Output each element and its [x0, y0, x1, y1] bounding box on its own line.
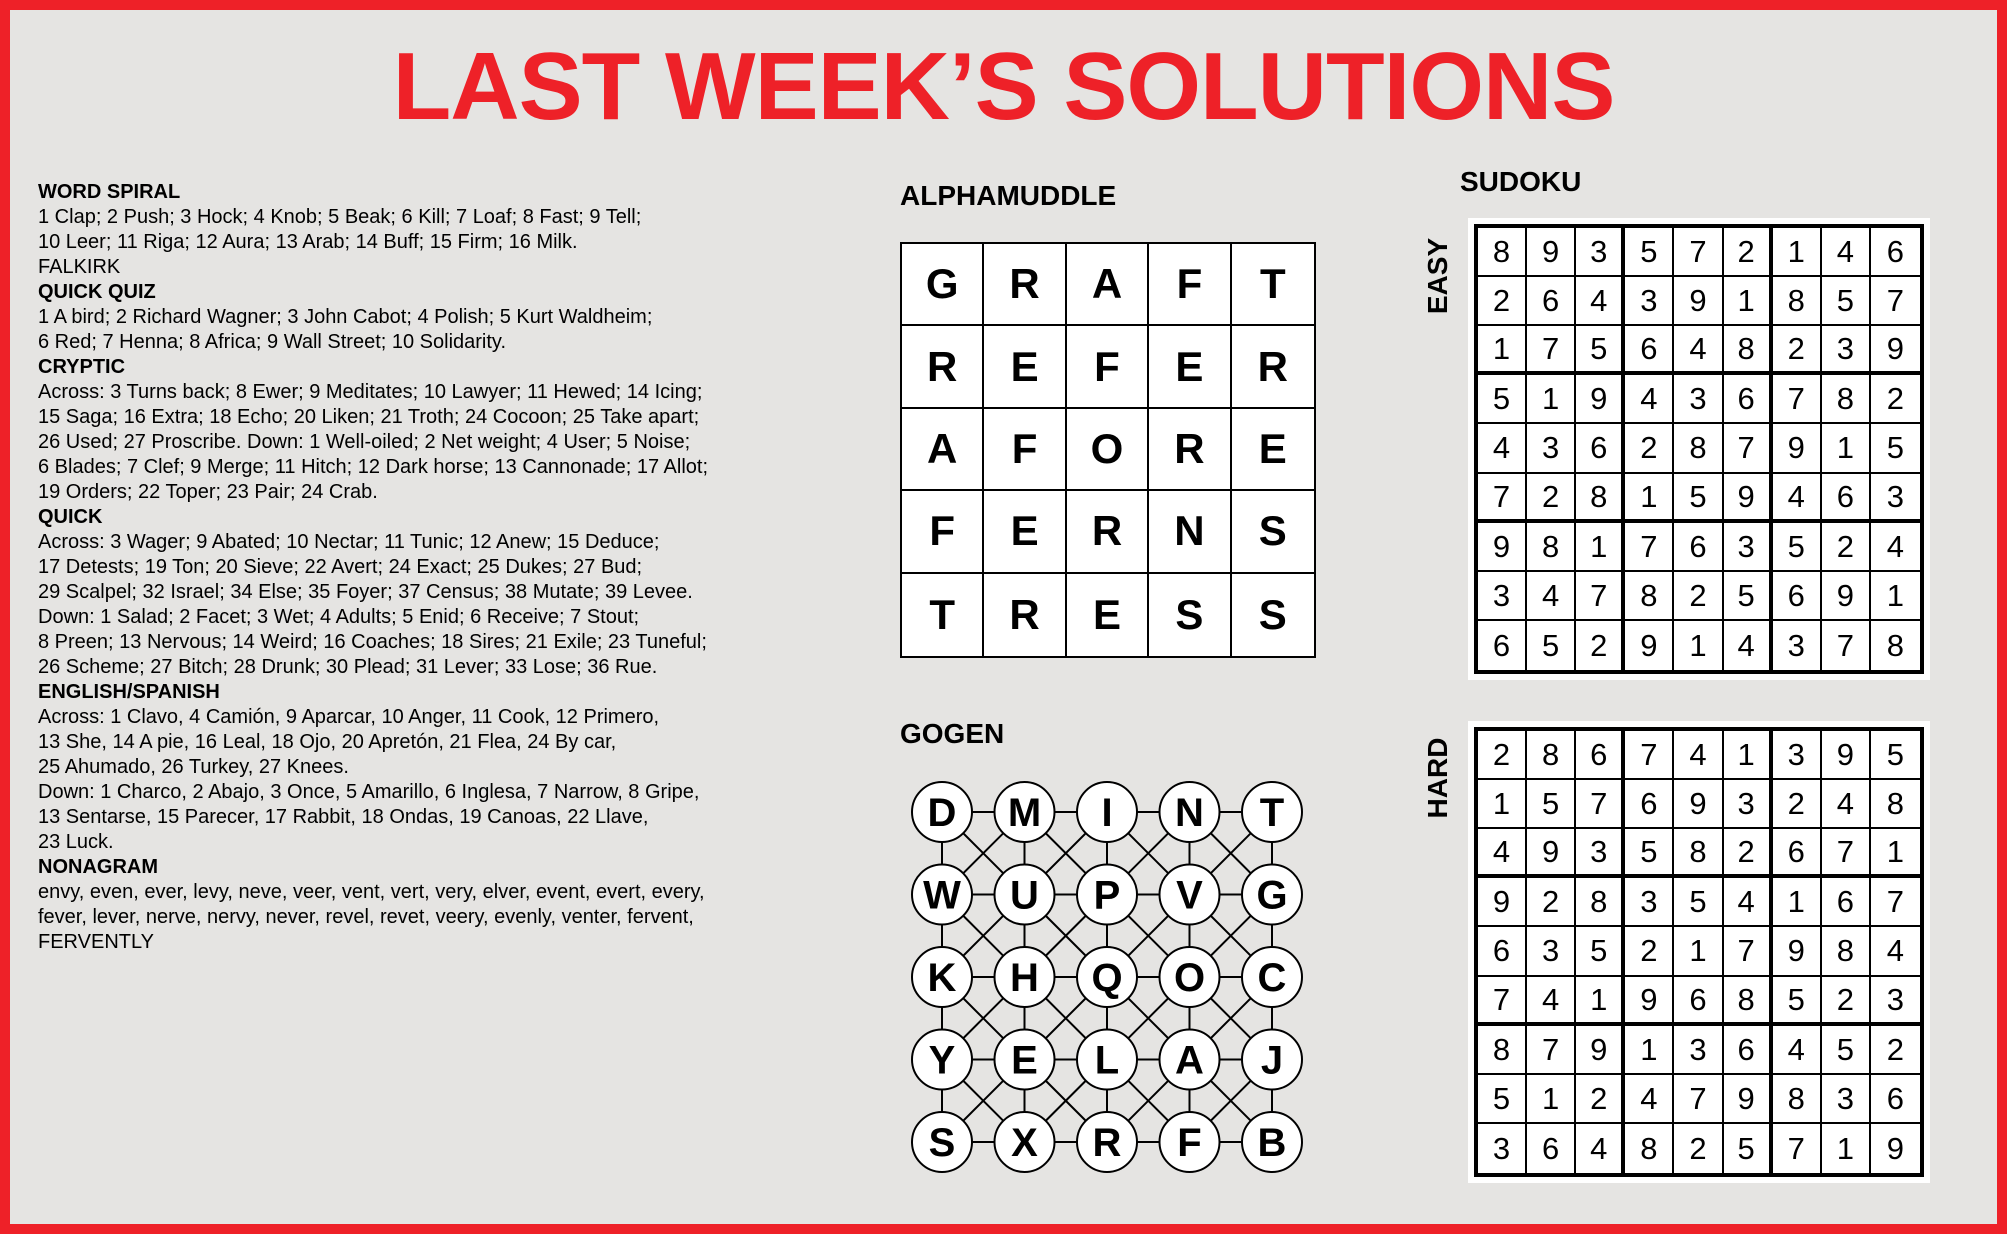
alphamuddle-cell: F [1149, 244, 1231, 326]
section-line: 26 Used; 27 Proscribe. Down: 1 Well-oiled; 2 Net weight; 4 User; 5 Noise; [38, 431, 691, 453]
gogen-node [1160, 1112, 1220, 1172]
sudoku-cell: 1 [1822, 424, 1871, 473]
sudoku-cell: 3 [1478, 1124, 1527, 1173]
sudoku-cell: 6 [1822, 878, 1871, 927]
svg-text:E: E [1011, 1038, 1038, 1083]
gogen-node [1077, 782, 1137, 842]
sudoku-cell: 1 [1674, 621, 1723, 670]
section-line: 19 Orders; 22 Toper; 23 Pair; 24 Crab. [38, 481, 378, 503]
sudoku-cell: 7 [1674, 1075, 1723, 1124]
section-heading: QUICK QUIZ [38, 281, 156, 303]
sudoku-cell: 4 [1625, 375, 1674, 424]
alphamuddle-cell: F [902, 491, 984, 573]
sudoku-cell: 1 [1576, 523, 1625, 572]
sudoku-cell: 9 [1674, 277, 1723, 326]
sudoku-cell: 8 [1674, 829, 1723, 878]
alphamuddle-cell: R [1232, 326, 1314, 408]
alphamuddle-cell: F [1067, 326, 1149, 408]
gogen-node [995, 1030, 1055, 1090]
alphamuddle-cell: E [984, 326, 1066, 408]
sudoku-cell: 8 [1625, 572, 1674, 621]
sudoku-cell: 4 [1527, 572, 1576, 621]
alphamuddle-cell: G [902, 244, 984, 326]
sudoku-cell: 2 [1724, 829, 1773, 878]
gogen-node [995, 865, 1055, 925]
section-line: 6 Blades; 7 Clef; 9 Merge; 11 Hitch; 12 Dark horse; 13 Cannonade; 17 Allot; [38, 456, 709, 478]
sudoku-cell: 1 [1625, 1026, 1674, 1075]
sudoku-cell: 2 [1773, 326, 1822, 375]
section-heading: CRYPTIC [38, 356, 126, 378]
alphamuddle-cell: N [1149, 491, 1231, 573]
section-line: fever, lever, nerve, nervy, never, revel, revet, veery, evenly, venter, fervent, [38, 906, 694, 928]
alphamuddle-cell: E [984, 491, 1066, 573]
sudoku-cell: 1 [1478, 326, 1527, 375]
sudoku-cell: 7 [1724, 927, 1773, 976]
sudoku-cell: 2 [1724, 228, 1773, 277]
sudoku-cell: 5 [1576, 927, 1625, 976]
sudoku-cell: 6 [1773, 572, 1822, 621]
gogen-node [1160, 947, 1220, 1007]
sudoku-cell: 2 [1822, 977, 1871, 1026]
sudoku-cell: 3 [1625, 878, 1674, 927]
sudoku-cell: 2 [1527, 474, 1576, 523]
sudoku-cell: 7 [1625, 731, 1674, 780]
sudoku-cell: 2 [1773, 780, 1822, 829]
section-line: 1 A bird; 2 Richard Wagner; 3 John Cabot; 4 Polish; 5 Kurt Waldheim; [38, 306, 653, 328]
answer-text-column [38, 180, 838, 955]
sudoku-cell: 6 [1724, 375, 1773, 424]
gogen-grid [900, 770, 1316, 1190]
svg-text:M: M [1007, 791, 1042, 835]
sudoku-cell: 9 [1527, 228, 1576, 277]
sudoku-cell: 2 [1576, 1075, 1625, 1124]
sudoku-cell: 7 [1478, 977, 1527, 1026]
sudoku-easy-grid [1474, 224, 1924, 674]
section-line: 13 She, 14 A pie, 16 Leal, 18 Ojo, 20 Apretón, 21 Flea, 24 By car, [38, 731, 617, 753]
gogen-heading: GOGEN [900, 718, 1005, 749]
section-line: 1 Clap; 2 Push; 3 Hock; 4 Knob; 5 Beak; 6 Kill; 7 Loaf; 8 Fast; 9 Tell; [38, 206, 642, 228]
sudoku-cell: 9 [1822, 572, 1871, 621]
sudoku-cell: 8 [1886, 627, 1905, 663]
sudoku-cell: 6 [1871, 1075, 1920, 1124]
alphamuddle-cell: A [1067, 244, 1149, 326]
sudoku-cell: 9 [1822, 731, 1871, 780]
sudoku-hard-label: HARD [1422, 737, 1453, 819]
gogen-node [912, 865, 972, 925]
sudoku-cell: 2 [1674, 572, 1723, 621]
sudoku-cell: 3 [1527, 927, 1576, 976]
sudoku-cell: 6 [1773, 829, 1822, 878]
sudoku-cell: 7 [1871, 277, 1920, 326]
sudoku-cell: 8 [1576, 474, 1625, 523]
svg-text:J: J [1260, 1038, 1284, 1083]
sudoku-cell: 5 [1822, 277, 1871, 326]
alphamuddle-cell: F [984, 409, 1066, 491]
sudoku-cell: 8 [1576, 878, 1625, 927]
sudoku-cell: 8 [1527, 523, 1576, 572]
alphamuddle-cell: R [984, 244, 1066, 326]
sudoku-cell: 1 [1724, 277, 1773, 326]
sudoku-cell: 4 [1822, 780, 1871, 829]
svg-text:P: P [1093, 873, 1121, 918]
sudoku-cell: 9 [1674, 780, 1723, 829]
sudoku-easy [1468, 218, 1930, 680]
sudoku-cell: 1 [1478, 780, 1527, 829]
sudoku-cell: 9 [1576, 1026, 1625, 1075]
sudoku-cell: 1 [1773, 228, 1822, 277]
sudoku-cell: 9 [1625, 621, 1674, 670]
sudoku-cell: 4 [1478, 424, 1527, 473]
alphamuddle-cell: O [1067, 409, 1149, 491]
gogen-node [1160, 782, 1220, 842]
sudoku-cell: 7 [1724, 424, 1773, 473]
sudoku-cell: 7 [1674, 228, 1723, 277]
svg-text:U: U [1010, 873, 1039, 918]
svg-text:L: L [1094, 1038, 1120, 1083]
sudoku-cell: 6 [1527, 277, 1576, 326]
alphamuddle-cell: E [1067, 574, 1149, 656]
sudoku-cell: 6 [1674, 977, 1723, 1026]
sudoku-cell: 6 [1478, 927, 1527, 976]
sudoku-cell: 5 [1625, 228, 1674, 277]
sudoku-cell: 7 [1576, 780, 1625, 829]
gogen-node [912, 947, 972, 1007]
svg-text:Y: Y [928, 1038, 956, 1083]
sudoku-cell: 3 [1724, 780, 1773, 829]
sudoku-cell: 7 [1871, 878, 1920, 927]
sudoku-cell: 8 [1822, 927, 1871, 976]
section-line: 13 Sentarse, 15 Parecer, 17 Rabbit, 18 Ondas, 19 Canoas, 22 Llave, [38, 806, 649, 828]
sudoku-cell: 9 [1773, 927, 1822, 976]
sudoku-cell: 4 [1576, 1124, 1625, 1173]
sudoku-cell: 5 [1871, 731, 1920, 780]
gogen-node [1077, 865, 1137, 925]
section-line: 6 Red; 7 Henna; 8 Africa; 9 Wall Street; 10 Solidarity. [38, 331, 507, 353]
svg-text:C: C [1257, 956, 1287, 1000]
sudoku-cell: 6 [1478, 621, 1527, 670]
sudoku-cell: 2 [1822, 523, 1871, 572]
sudoku-hard [1468, 721, 1930, 1183]
alphamuddle-cell: R [902, 326, 984, 408]
sudoku-cell: 4 [1625, 1075, 1674, 1124]
sudoku-cell: 5 [1822, 1026, 1871, 1075]
sudoku-cell: 3 [1871, 977, 1920, 1026]
sudoku-cell: 4 [1822, 228, 1871, 277]
sudoku-cell: 3 [1674, 375, 1723, 424]
alphamuddle-grid [900, 242, 1316, 658]
sudoku-cell: 4 [1773, 1026, 1822, 1075]
section-line: 23 Luck. [38, 831, 114, 853]
sudoku-cell: 5 [1724, 1124, 1773, 1173]
sudoku-cell: 2 [1674, 1124, 1723, 1173]
svg-text:I: I [1101, 791, 1113, 835]
sudoku-cell: 4 [1724, 621, 1773, 670]
sudoku-cell: 8 [1724, 326, 1773, 375]
gogen-node [1077, 1030, 1137, 1090]
sudoku-cell: 3 [1822, 1075, 1871, 1124]
sudoku-cell: 1 [1527, 375, 1576, 424]
gogen-node [1160, 865, 1220, 925]
section-line: 15 Saga; 16 Extra; 18 Echo; 20 Liken; 21 Troth; 24 Cocoon; 25 Take apart; [38, 406, 700, 428]
alphamuddle-cell: E [1149, 326, 1231, 408]
svg-text:T: T [1259, 791, 1285, 835]
sudoku-cell: 4 [1527, 977, 1576, 1026]
section-heading: WORD SPIRAL [38, 181, 181, 203]
sudoku-cell: 9 [1625, 977, 1674, 1026]
svg-text:N: N [1175, 791, 1204, 835]
gogen-node [995, 782, 1055, 842]
sudoku-cell: 8 [1478, 228, 1527, 277]
section-line: 26 Scheme; 27 Bitch; 28 Drunk; 30 Plead; 31 Lever; 33 Lose; 36 Rue. [38, 656, 658, 678]
svg-text:O: O [1173, 956, 1206, 1000]
sudoku-cell: 5 [1674, 474, 1723, 523]
section-heading: ENGLISH/SPANISH [38, 681, 220, 703]
sudoku-cell: 1 [1625, 474, 1674, 523]
sudoku-cell: 1 [1871, 572, 1920, 621]
svg-text:R: R [1092, 1121, 1122, 1165]
sudoku-hard-grid [1474, 727, 1924, 1177]
sudoku-cell: 4 [1773, 474, 1822, 523]
sudoku-cell: 9 [1886, 1130, 1905, 1166]
sudoku-cell: 5 [1625, 829, 1674, 878]
sudoku-cell: 3 [1527, 424, 1576, 473]
sudoku-cell: 2 [1576, 621, 1625, 670]
sudoku-cell: 2 [1478, 277, 1527, 326]
alphamuddle-cell: R [984, 574, 1066, 656]
sudoku-cell: 1 [1576, 977, 1625, 1026]
sudoku-cell: 8 [1724, 977, 1773, 1026]
section-line: Across: 3 Turns back; 8 Ewer; 9 Meditates; 10 Lawyer; 11 Hewed; 14 Icing; [38, 381, 703, 403]
sudoku-cell: 6 [1527, 1124, 1576, 1173]
gogen-node [912, 1030, 972, 1090]
sudoku-cell: 3 [1773, 731, 1822, 780]
sudoku-cell: 4 [1576, 277, 1625, 326]
section-line: FALKIRK [38, 256, 121, 278]
sudoku-cell: 9 [1773, 424, 1822, 473]
sudoku-cell: 6 [1724, 1026, 1773, 1075]
sudoku-cell: 8 [1625, 1124, 1674, 1173]
sudoku-cell: 8 [1871, 780, 1920, 829]
section-line: 17 Detests; 19 Ton; 20 Sieve; 22 Avert; 24 Exact; 25 Dukes; 27 Bud; [38, 556, 643, 578]
sudoku-cell: 1 [1674, 927, 1723, 976]
svg-text:X: X [1011, 1121, 1038, 1165]
sudoku-cell: 7 [1773, 375, 1822, 424]
sudoku-cell: 2 [1871, 1026, 1920, 1075]
svg-text:K: K [927, 956, 957, 1000]
sudoku-cell: 7 [1822, 621, 1871, 670]
section-line: Across: 3 Wager; 9 Abated; 10 Nectar; 11 Tunic; 12 Anew; 15 Deduce; [38, 531, 660, 553]
sudoku-cell: 7 [1773, 1124, 1822, 1173]
sudoku-cell: 6 [1576, 731, 1625, 780]
sudoku-cell: 9 [1871, 326, 1920, 375]
sudoku-cell: 3 [1478, 572, 1527, 621]
sudoku-heading: SUDOKU [1460, 166, 1582, 197]
alphamuddle-cell: T [902, 574, 984, 656]
svg-text:D: D [927, 791, 957, 835]
section-line: 29 Scalpel; 32 Israel; 34 Else; 35 Foyer; 37 Census; 38 Mutate; 39 Levee. [38, 581, 693, 603]
sudoku-cell: 8 [1527, 731, 1576, 780]
gogen-node [912, 782, 972, 842]
sudoku-cell: 5 [1871, 424, 1920, 473]
sudoku-cell: 4 [1674, 326, 1723, 375]
gogen-node [1242, 782, 1302, 842]
alphamuddle-cell: E [1232, 409, 1314, 491]
sudoku-cell: 3 [1674, 1026, 1723, 1075]
sudoku-cell: 3 [1625, 277, 1674, 326]
sudoku-cell: 1 [1773, 878, 1822, 927]
sudoku-cell: 1 [1724, 731, 1773, 780]
svg-text:G: G [1256, 873, 1288, 918]
sudoku-cell: 1 [1822, 1124, 1871, 1173]
sudoku-cell: 5 [1724, 572, 1773, 621]
sudoku-cell: 4 [1724, 878, 1773, 927]
svg-text:S: S [928, 1121, 956, 1165]
section-line: envy, even, ever, levy, neve, veer, vent, vert, very, elver, event, evert, every, [38, 881, 705, 903]
section-line: 10 Leer; 11 Riga; 12 Aura; 13 Arab; 14 Buff; 15 Firm; 16 Milk. [38, 231, 578, 253]
gogen-node [1160, 1030, 1220, 1090]
sudoku-cell: 5 [1773, 977, 1822, 1026]
sudoku-cell: 6 [1871, 228, 1920, 277]
alphamuddle-cell: T [1232, 244, 1314, 326]
sudoku-cell: 7 [1625, 523, 1674, 572]
sudoku-cell: 7 [1527, 1026, 1576, 1075]
sudoku-easy-label: EASY [1422, 237, 1453, 315]
section-line: Down: 1 Charco, 2 Abajo, 3 Once, 5 Amarillo, 6 Inglesa, 7 Narrow, 8 Gripe, [38, 781, 700, 803]
gogen-node [1242, 865, 1302, 925]
sudoku-cell: 9 [1724, 474, 1773, 523]
sudoku-cell: 7 [1576, 572, 1625, 621]
gogen-node [1242, 1112, 1302, 1172]
svg-text:Q: Q [1091, 956, 1123, 1000]
sudoku-cell: 2 [1871, 375, 1920, 424]
sudoku-cell: 2 [1625, 927, 1674, 976]
gogen-node [912, 1112, 972, 1172]
section-line: Across: 1 Clavo, 4 Camión, 9 Aparcar, 10 Anger, 11 Cook, 12 Primero, [38, 706, 660, 728]
sudoku-cell: 5 [1478, 375, 1527, 424]
alphamuddle-cell: S [1232, 491, 1314, 573]
section-heading: QUICK [38, 506, 103, 528]
svg-text:W: W [923, 873, 961, 918]
sudoku-cell: 4 [1674, 731, 1723, 780]
alphamuddle-cell: A [902, 409, 984, 491]
sudoku-cell: 8 [1674, 424, 1723, 473]
sudoku-cell: 7 [1478, 474, 1527, 523]
svg-text:B: B [1257, 1121, 1287, 1165]
alphamuddle-heading: ALPHAMUDDLE [900, 180, 1117, 211]
sudoku-cell: 3 [1576, 829, 1625, 878]
sudoku-cell: 5 [1674, 878, 1723, 927]
svg-text:H: H [1010, 956, 1039, 1000]
svg-text:A: A [1175, 1038, 1204, 1083]
section-line: 8 Preen; 13 Nervous; 14 Weird; 16 Coaches; 18 Sires; 21 Exile; 23 Tuneful; [38, 631, 707, 653]
sudoku-cell: 4 [1478, 829, 1527, 878]
sudoku-cell: 5 [1527, 621, 1576, 670]
gogen-node [1077, 1112, 1137, 1172]
sudoku-cell: 6 [1822, 474, 1871, 523]
sudoku-cell: 6 [1674, 523, 1723, 572]
gogen-node [995, 947, 1055, 1007]
sudoku-cell: 9 [1478, 523, 1527, 572]
alphamuddle-cell: R [1149, 409, 1231, 491]
section-line: FERVENTLY [38, 931, 154, 953]
sudoku-cell: 3 [1822, 326, 1871, 375]
sudoku-cell: 5 [1478, 1075, 1527, 1124]
section-line: 25 Ahumado, 26 Turkey, 27 Knees. [38, 756, 349, 778]
sudoku-cell: 9 [1724, 1075, 1773, 1124]
sudoku-cell: 4 [1871, 927, 1920, 976]
sudoku-cell: 1 [1871, 829, 1920, 878]
alphamuddle-cell: R [1067, 491, 1149, 573]
sudoku-cell: 1 [1527, 1075, 1576, 1124]
svg-text:V: V [1176, 873, 1203, 918]
alphamuddle-cell: S [1149, 574, 1231, 656]
sudoku-cell: 5 [1773, 523, 1822, 572]
sudoku-cell: 8 [1822, 375, 1871, 424]
sudoku-cell: 7 [1527, 326, 1576, 375]
sudoku-cell: 9 [1527, 829, 1576, 878]
sudoku-cell: 6 [1625, 326, 1674, 375]
sudoku-cell: 5 [1576, 326, 1625, 375]
gogen-node [1077, 947, 1137, 1007]
sudoku-cell: 7 [1822, 829, 1871, 878]
sudoku-cell: 3 [1576, 228, 1625, 277]
gogen-node [1242, 1030, 1302, 1090]
sudoku-cell: 2 [1478, 731, 1527, 780]
sudoku-cell: 4 [1871, 523, 1920, 572]
sudoku-cell: 9 [1478, 878, 1527, 927]
sudoku-cell: 8 [1773, 1075, 1822, 1124]
sudoku-cell: 3 [1871, 474, 1920, 523]
svg-text:F: F [1177, 1121, 1202, 1165]
sudoku-cell: 2 [1625, 424, 1674, 473]
sudoku-cell: 5 [1527, 780, 1576, 829]
gogen-node [1242, 947, 1302, 1007]
sudoku-cell: 6 [1576, 424, 1625, 473]
sudoku-cell: 3 [1724, 523, 1773, 572]
sudoku-cell: 8 [1478, 1026, 1527, 1075]
section-line: Down: 1 Salad; 2 Facet; 3 Wet; 4 Adults; 5 Enid; 6 Receive; 7 Stout; [38, 606, 640, 628]
sudoku-cell: 2 [1527, 878, 1576, 927]
alphamuddle-cell: S [1258, 590, 1287, 638]
section-heading: NONAGRAM [38, 856, 158, 878]
sudoku-cell: 6 [1625, 780, 1674, 829]
sudoku-cell: 3 [1773, 621, 1822, 670]
gogen-node [995, 1112, 1055, 1172]
sudoku-cell: 9 [1576, 375, 1625, 424]
sudoku-cell: 8 [1773, 277, 1822, 326]
page-title: LAST WEEK’S SOLUTIONS [392, 33, 1615, 140]
